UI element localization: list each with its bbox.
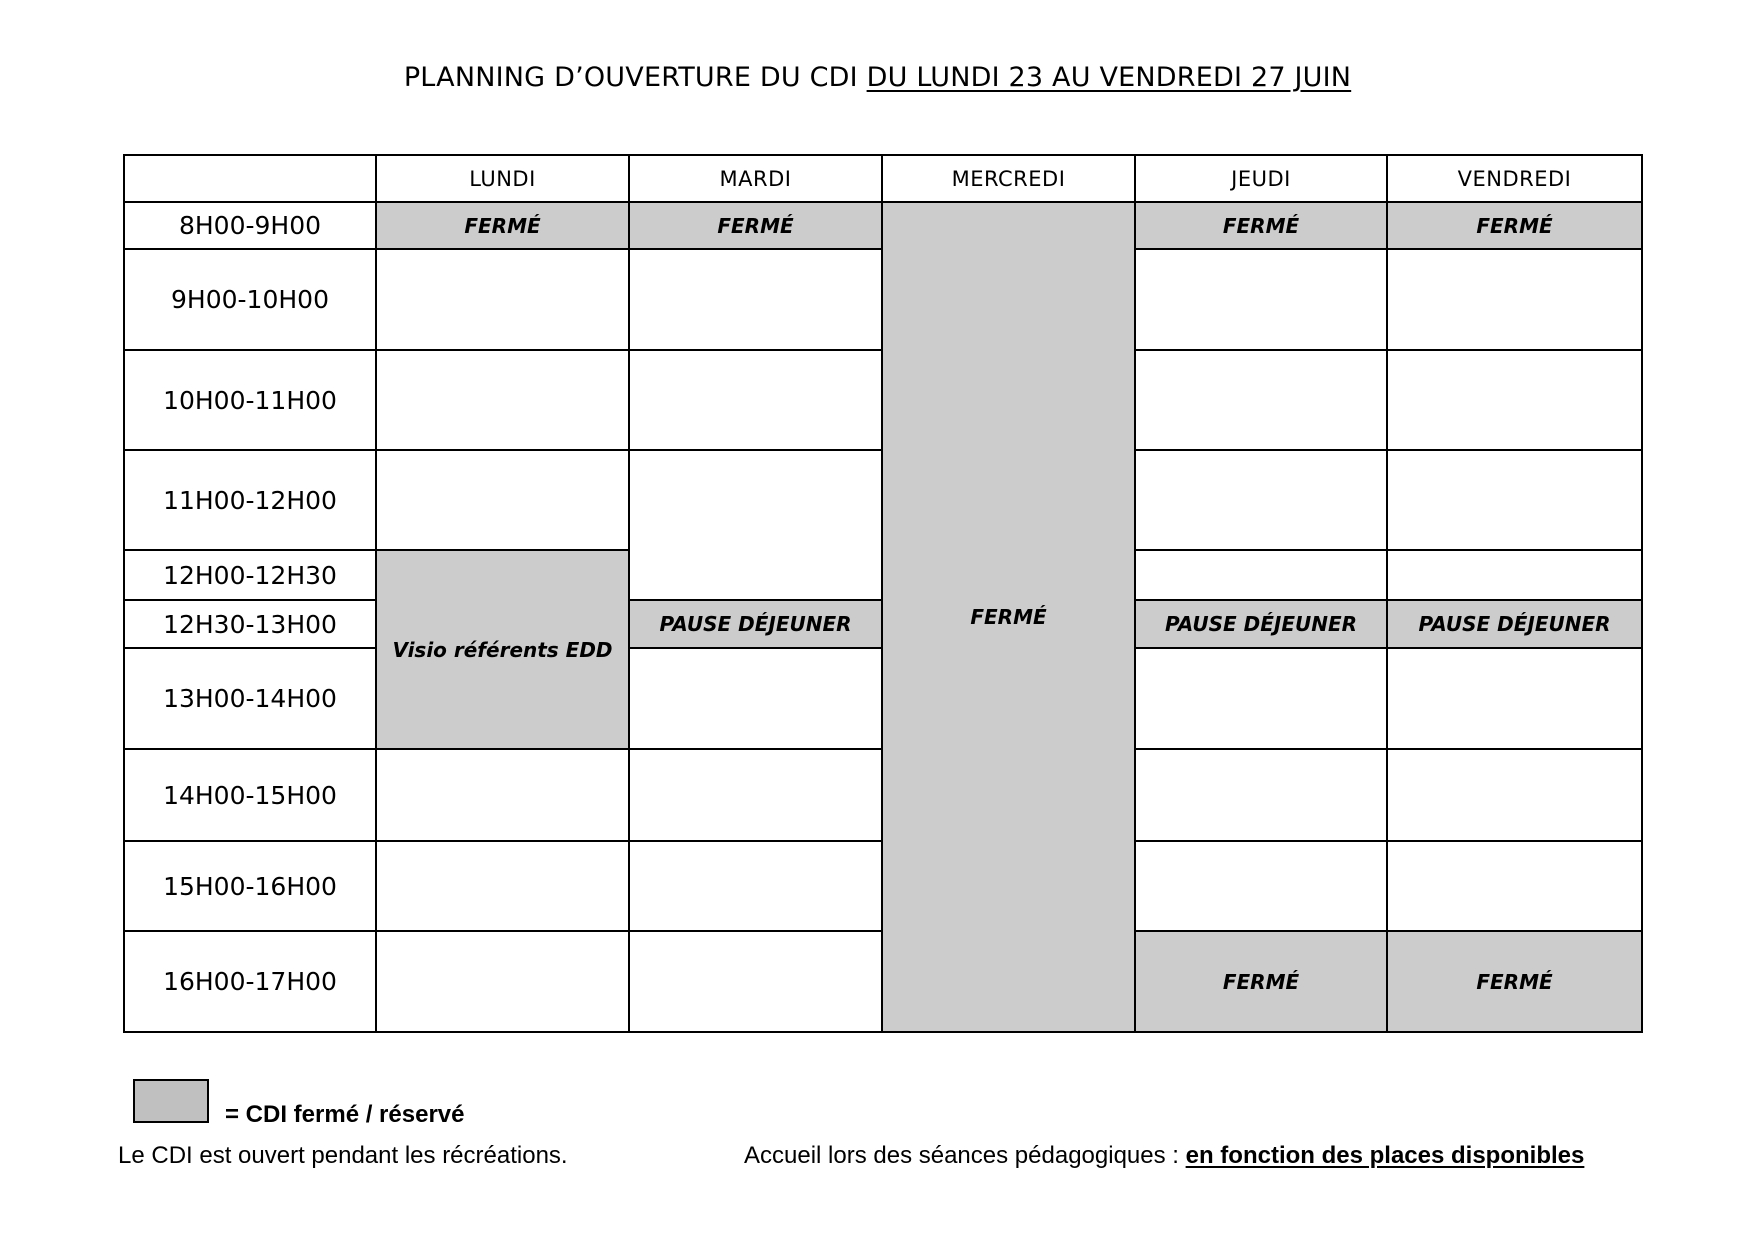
header-row xyxy=(124,155,1642,202)
day-header-lundi: LUNDI xyxy=(376,155,629,202)
open-cell xyxy=(1135,841,1387,931)
open-cell xyxy=(1387,550,1642,600)
open-cell xyxy=(629,648,882,749)
open-cell xyxy=(376,841,629,931)
open-cell xyxy=(629,841,882,931)
legend-label: = CDI fermé / réservé xyxy=(225,1101,465,1128)
open-cell xyxy=(629,350,882,450)
open-cell xyxy=(629,249,882,350)
open-cell xyxy=(1387,450,1642,550)
time-label: 13H00-14H00 xyxy=(124,648,376,749)
open-cell xyxy=(629,749,882,841)
time-label: 15H00-16H00 xyxy=(124,841,376,931)
time-label: 8H00-9H00 xyxy=(124,202,376,249)
open-cell xyxy=(376,931,629,1032)
open-cell xyxy=(1135,550,1387,600)
time-label: 11H00-12H00 xyxy=(124,450,376,550)
schedule-table xyxy=(123,154,1643,1033)
recreation-note: Le CDI est ouvert pendant les récréations. xyxy=(118,1142,568,1169)
title-dates: DU LUNDI 23 AU VENDREDI 27 JUIN xyxy=(866,62,1352,93)
open-cell xyxy=(1135,249,1387,350)
open-cell xyxy=(376,749,629,841)
open-cell xyxy=(1387,841,1642,931)
legend-swatch xyxy=(133,1079,209,1123)
closed-cell: FERMÉ xyxy=(1135,202,1387,249)
day-header-vendredi: VENDREDI xyxy=(1387,155,1642,202)
open-cell xyxy=(1387,249,1642,350)
pedagogical-note-prefix: Accueil lors des séances pédagogiques : xyxy=(744,1142,1186,1169)
pedagogical-note xyxy=(744,1142,1584,1170)
lunch-break-cell: PAUSE DÉJEUNER xyxy=(1135,600,1387,648)
corner-cell xyxy=(124,155,376,202)
time-label: 14H00-15H00 xyxy=(124,749,376,841)
closed-cell: FERMÉ xyxy=(1387,931,1642,1032)
open-cell xyxy=(376,350,629,450)
open-cell xyxy=(1387,749,1642,841)
day-header-jeudi: JEUDI xyxy=(1135,155,1387,202)
open-cell xyxy=(1387,350,1642,450)
open-cell xyxy=(1135,648,1387,749)
closed-cell: FERMÉ xyxy=(1387,202,1642,249)
visio-referents-cell: Visio référents EDD xyxy=(376,550,629,749)
title-prefix: PLANNING D’OUVERTURE DU CDI xyxy=(403,62,867,93)
closed-cell: FERMÉ xyxy=(629,202,882,249)
lunch-break-cell: PAUSE DÉJEUNER xyxy=(629,600,882,648)
wednesday-closed-cell: FERMÉ xyxy=(882,202,1135,1032)
day-header-mercredi: MERCREDI xyxy=(882,155,1135,202)
lunch-break-cell: PAUSE DÉJEUNER xyxy=(1387,600,1642,648)
time-label: 10H00-11H00 xyxy=(124,350,376,450)
page-title xyxy=(0,62,1755,93)
time-label: 12H30-13H00 xyxy=(124,600,376,648)
open-cell xyxy=(1387,648,1642,749)
open-cell xyxy=(1135,450,1387,550)
open-cell xyxy=(376,249,629,350)
open-cell xyxy=(629,450,882,600)
time-label: 12H00-12H30 xyxy=(124,550,376,600)
time-label: 9H00-10H00 xyxy=(124,249,376,350)
closed-cell: FERMÉ xyxy=(376,202,629,249)
closed-cell: FERMÉ xyxy=(1135,931,1387,1032)
open-cell xyxy=(629,931,882,1032)
open-cell xyxy=(376,450,629,550)
pedagogical-note-emphasis: en fonction des places disponibles xyxy=(1185,1142,1585,1169)
time-label: 16H00-17H00 xyxy=(124,931,376,1032)
open-cell xyxy=(1135,350,1387,450)
day-header-mardi: MARDI xyxy=(629,155,882,202)
table-row xyxy=(124,202,1642,249)
open-cell xyxy=(1135,749,1387,841)
